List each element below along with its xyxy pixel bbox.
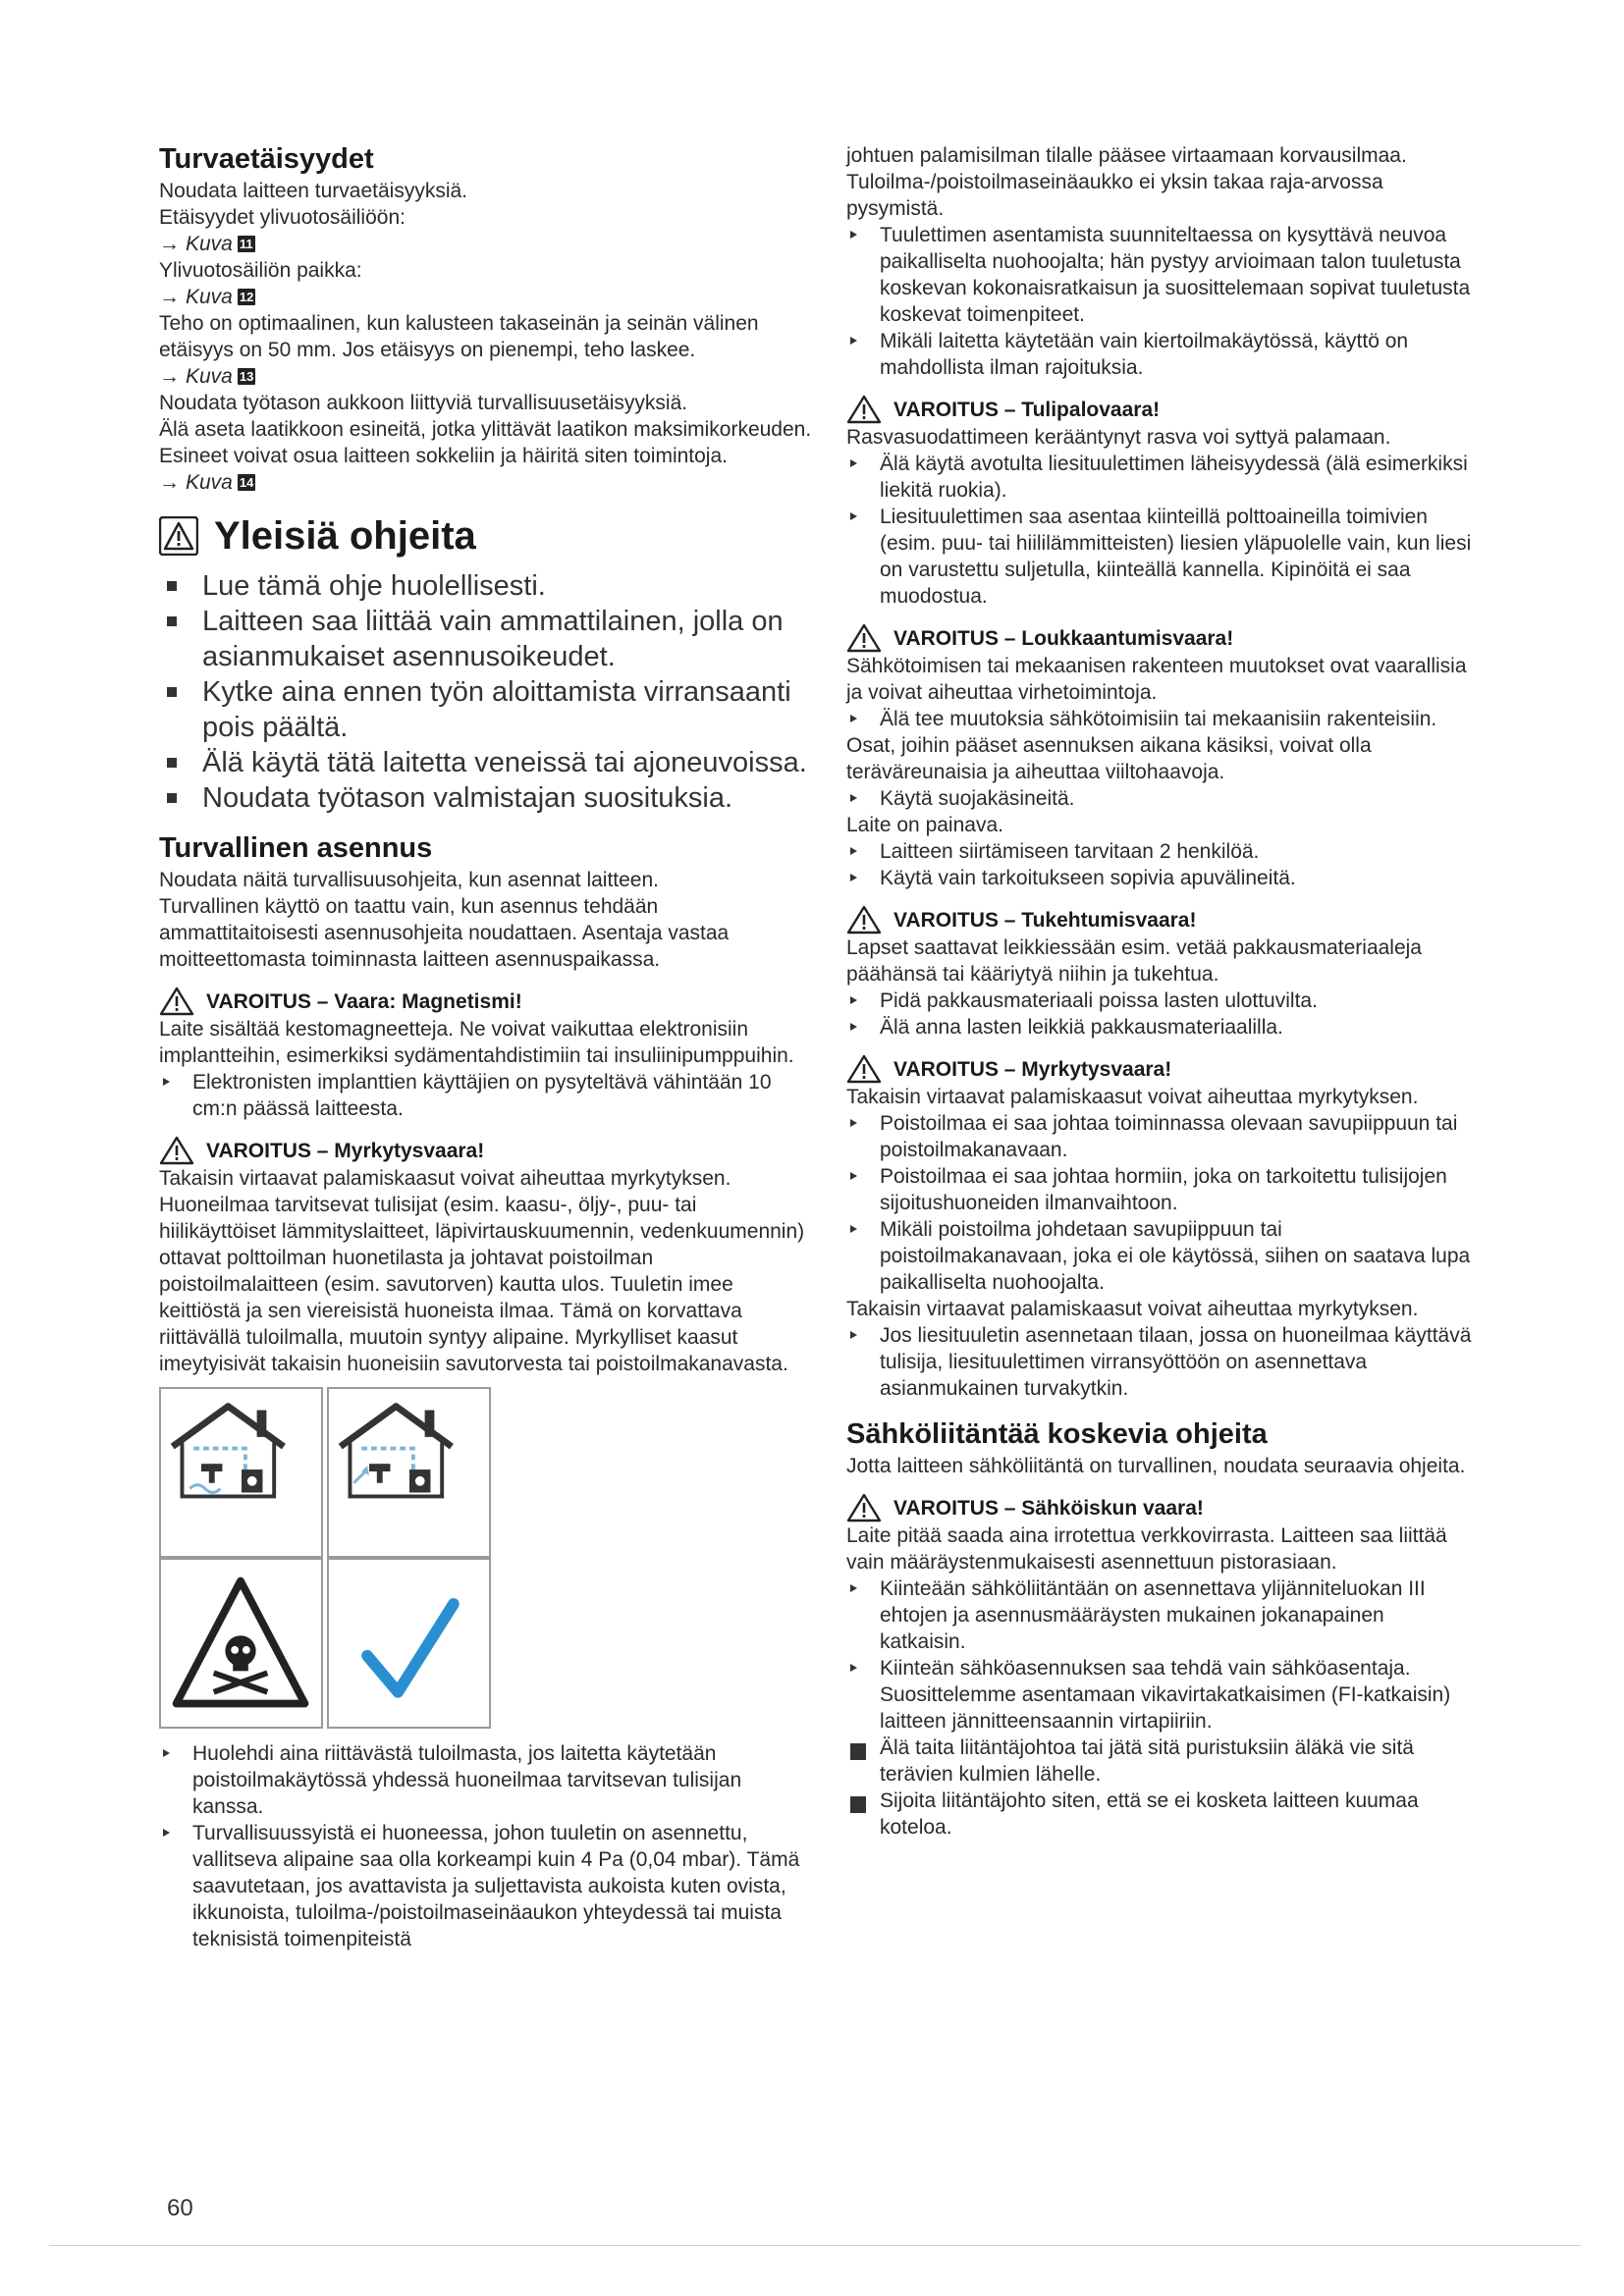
warning-suffocation (846, 905, 1475, 934)
bullet-list (846, 785, 1475, 812)
warning-electric-shock (846, 1493, 1475, 1522)
figure-number: 14 (239, 475, 254, 490)
list-item: Kiinteään sähköliitäntään on asennettava ylijänniteluokan III ehtojen ja asennusmääräysten mukainen jokanapainen katkaisin. (846, 1575, 1475, 1655)
warning-triangle-icon (846, 623, 882, 653)
warning-title: VAROITUS – Sähköiskun vaara! (893, 1496, 1204, 1520)
list-item: Älä taita liitäntäjohtoa tai jätä sitä puristuksiin äläkä vie sitä terävien kulmien lähelle. (846, 1735, 1475, 1788)
general-instruction-item: Kytke aina ennen työn aloittamista virransaanti pois päältä. (159, 674, 817, 745)
warning-triangle-icon (846, 1493, 882, 1522)
paragraph: Jotta laitteen sähköliitäntä on turvallinen, noudata seuraavia ohjeita. (846, 1455, 1466, 1477)
page-number: 60 (167, 2195, 193, 2221)
poison-warning-illustration (159, 1558, 323, 1729)
section-title-safe-installation: Turvallinen asennus (159, 832, 433, 864)
list-item: Elektronisten implanttien käyttäjien on pysyteltävä vähintään 10 cm:n päässä laitteesta. (159, 1069, 817, 1122)
warning-triangle-icon (159, 987, 194, 1016)
paragraph: Takaisin virtaavat palamiskaasut voivat aiheuttaa myrkytyksen. Huoneilmaa tarvitsevat tulisijat (esim. kaasu-, öljy-, puu- tai hiilikäyttöiset lämmityslaitteet, läpivirtauskuumennin, vedenkuumennin) ottavat polttoilman huonetilasta ja johtavat poistoilman poistoilmalaitteen (esim. savutorven) kautta ulos. Tuuletin imee keittiöstä ja sen viereisistä huoneista ilmaa. Tämä on korvattava riittävällä tuloilmalla, muutoin syntyy alipaine. Myrkylliset kaasut imeytyisivät takaisin huoneisiin savutorvesta tai poistoilmakanavasta. (159, 1167, 805, 1375)
figure-label: Kuva (186, 286, 233, 308)
figure-label: Kuva (186, 233, 233, 255)
list-item: Liesituulettimen saa asentaa kiinteillä polttoaineilla toimivien (esim. puu- tai hiililämmitteisten) liesien yläpuolelle vain, kun liesi on varustettu suljetulla, kiinteällä kannella. Kipinöitä ei saa muodostua. (846, 504, 1475, 610)
figure-number: 13 (239, 369, 254, 384)
warning-fire (846, 395, 1475, 424)
figure-reference-12 (159, 284, 817, 310)
paragraph: Laite pitää saada aina irrotettua verkkovirrasta. Laitteen saa liittää vain määräystenmukaisesti asennettuun pistorasiaan. (846, 1524, 1447, 1574)
right-column (846, 142, 1475, 1841)
bullet-list (846, 838, 1475, 891)
warning-triangle-icon (846, 395, 882, 424)
warning-title: VAROITUS – Myrkytysvaara! (893, 1057, 1172, 1081)
warning-title: VAROITUS – Tukehtumisvaara! (893, 908, 1197, 932)
warning-triangle-icon (846, 1054, 882, 1084)
bullet-list (846, 988, 1475, 1041)
warning-title: VAROITUS – Loukkaantumisvaara! (893, 626, 1234, 650)
figure-number: 11 (239, 237, 253, 251)
paragraph: Noudata työtason aukkoon liittyviä turvallisuusetäisyyksiä. (159, 392, 688, 414)
paragraph: Älä aseta laatikkoon esineitä, jotka ylittävät laatikon maksimikorkeuden. Esineet voivat osua laitteen sokkeliin ja häiritä siten toimintoja. (159, 418, 812, 467)
warning-magnetism (159, 987, 817, 1016)
checkmark-illustration (327, 1558, 491, 1729)
figure-number: 12 (239, 290, 254, 304)
square-bullet-list (846, 1735, 1475, 1841)
general-instruction-item: Laitteen saa liittää vain ammattilainen, jolla on asianmukaiset asennusoikeudet. (159, 604, 817, 674)
general-instruction-item: Lue tämä ohje huolellisesti. (159, 568, 817, 604)
paragraph: johtuen palamisilman tilalle pääsee virtaamaan korvausilmaa. Tuloilma-/poistoilmaseinäaukko ei yksin takaa raja-arvossa pysymistä. (846, 144, 1407, 220)
list-item: Poistoilmaa ei saa johtaa toiminnassa olevaan savupiippuun tai poistoilmakanavaan. (846, 1110, 1475, 1163)
paragraph: Noudata näitä turvallisuusohjeita, kun asennat laitteen. (159, 869, 660, 891)
list-item: Älä käytä avotulta liesituulettimen läheisyydessä (älä esimerkiksi liekitä ruokia). (846, 451, 1475, 504)
figure-reference-14 (159, 469, 817, 496)
paragraph: Turvallinen käyttö on taattu vain, kun asennus tehdään ammattitaitoisesti asennusohjeita noudattaen. Asentaja vastaa moitteettomasta toiminnasta laitteen asennuspaikassa. (159, 895, 730, 971)
warning-poisoning-2 (846, 1054, 1475, 1084)
house-exhaust-ok-illustration (327, 1387, 491, 1558)
bullet-list (846, 1575, 1475, 1735)
paragraph: Laite sisältää kestomagneetteja. Ne voivat vaikuttaa elektronisiin implantteihin, esimerkiksi sydämentahdistimiin tai insuliinipumppuihin. (159, 1018, 794, 1067)
bullet-list (846, 451, 1475, 610)
paragraph: Takaisin virtaavat palamiskaasut voivat aiheuttaa myrkytyksen. (846, 1086, 1419, 1108)
warning-triangle-icon (846, 905, 882, 934)
paragraph: Noudata laitteen turvaetäisyyksiä. (159, 180, 468, 202)
bullet-list (846, 1322, 1475, 1402)
list-item: Älä tee muutoksia sähkötoimisiin tai mekaanisiin rakenteisiin. (846, 706, 1475, 732)
section-title-electrical: Sähköliitäntää koskevia ohjeita (846, 1418, 1268, 1450)
list-item: Mikäli poistoilma johdetaan savupiippuun tai poistoilmakanavaan, joka ei ole käytössä, siihen on saatava lupa paikalliselta nuohoojalta. (846, 1216, 1475, 1296)
left-column (159, 142, 817, 1952)
bullet-list (846, 706, 1475, 732)
figure-label: Kuva (186, 471, 233, 494)
list-item: Poistoilmaa ei saa johtaa hormiin, joka on tarkoitettu tulisijojen sijoitushuoneiden ilmanvaihtoon. (846, 1163, 1475, 1216)
general-instruction-item: Älä käytä tätä laitetta veneissä tai ajoneuvoissa. (159, 745, 817, 780)
warning-poisoning (159, 1136, 817, 1165)
list-item: Tuulettimen asentamista suunniteltaessa on kysyttävä neuvoa paikalliselta nuohoojalta; hän pystyy arvioimaan talon tuuletusta koskevan kokonaisratkaisun ja suosittelemaan sopivat tuuletusta koskevat toimenpiteet. (846, 222, 1475, 328)
main-heading (159, 513, 817, 559)
paragraph: Sähkötoimisen tai mekaanisen rakenteen muutokset ovat vaarallisia ja voivat aiheuttaa virhetoimintoja. (846, 655, 1467, 704)
ventilation-illustrations-row-2 (159, 1558, 817, 1729)
list-item: Huolehdi aina riittävästä tuloilmasta, jos laitetta käytetään poistoilmakäytössä yhdessä huoneilmaa tarvitsevan tulisijan kanssa. (159, 1740, 817, 1820)
list-item: Kiinteän sähköasennuksen saa tehdä vain sähköasentaja. Suosittelemme asentamaan vikavirtakatkaisimen (FI-katkaisin) laitteen jännitteensaannin virtapiiriin. (846, 1655, 1475, 1735)
arrow-right-icon: → (159, 233, 180, 255)
paragraph: Takaisin virtaavat palamiskaasut voivat aiheuttaa myrkytyksen. (846, 1298, 1419, 1320)
list-item: Käytä suojakäsineitä. (846, 785, 1475, 812)
list-item: Laitteen siirtämiseen tarvitaan 2 henkilöä. (846, 838, 1475, 865)
list-item: Pidä pakkausmateriaali poissa lasten ulottuvilta. (846, 988, 1475, 1014)
arrow-right-icon: → (159, 365, 180, 388)
arrow-right-icon: → (159, 286, 180, 308)
list-item: Käytä vain tarkoitukseen sopivia apuvälineitä. (846, 865, 1475, 891)
paragraph: Rasvasuodattimeen kerääntynyt rasva voi syttyä palamaan. (846, 426, 1391, 449)
warning-title: VAROITUS – Myrkytysvaara! (206, 1139, 485, 1162)
bullet-list (846, 1110, 1475, 1296)
paragraph: Etäisyydet ylivuotosäiliöön: (159, 206, 406, 229)
warning-triangle-icon (159, 1136, 194, 1165)
list-item: Jos liesituuletin asennetaan tilaan, jossa on huoneilmaa käyttävä tulisija, liesituulettimen virransyöttöön on asennettava asianmukainen turvakytkin. (846, 1322, 1475, 1402)
warning-title: VAROITUS – Vaara: Magnetismi! (206, 989, 522, 1013)
paragraph: Teho on optimaalinen, kun kalusteen takaseinän ja seinän välinen etäisyys on 50 mm. Jos etäisyys on pienempi, teho laskee. (159, 312, 759, 361)
paragraph: Osat, joihin pääset asennuksen aikana käsiksi, voivat olla teräväreunaisia ja aiheuttaa viiltohaavoja. (846, 734, 1372, 783)
list-item: Sijoita liitäntäjohto siten, että se ei kosketa laitteen kuumaa koteloa. (846, 1788, 1475, 1841)
bullet-list (159, 1740, 817, 1952)
paragraph: Ylivuotosäiliön paikka: (159, 259, 362, 282)
figure-reference-11 (159, 231, 817, 257)
house-exhaust-illustration (159, 1387, 323, 1558)
list-item: Turvallisuussyistä ei huoneessa, johon tuuletin on asennettu, vallitseva alipaine saa olla korkeampi kuin 4 Pa (0,04 mbar). Tämä saavutetaan, jos avattavista ja suljettavista aukoista kuten ovista, ikkunoista, tuloilma-/poistoilmaseinäaukon yhteydessä tai muista teknisistä toimenpiteistä (159, 1820, 817, 1952)
paragraph: Lapset saattavat leikkiessään esim. vetää pakkausmateriaaleja päähänsä tai kääriytyä niihin ja tukehtua. (846, 936, 1422, 986)
section-title-safety-distances: Turvaetäisyydet (159, 143, 374, 175)
warning-injury (846, 623, 1475, 653)
footer-rule (49, 2245, 1581, 2246)
list-item: Älä anna lasten leikkiä pakkausmateriaalilla. (846, 1014, 1475, 1041)
figure-reference-13 (159, 363, 817, 390)
ventilation-illustrations (159, 1387, 817, 1558)
bullet-list (159, 1069, 817, 1122)
figure-label: Kuva (186, 365, 233, 388)
bullet-list (846, 222, 1475, 381)
paragraph: Laite on painava. (846, 814, 1003, 836)
arrow-right-icon: → (159, 471, 180, 494)
general-instructions-list (159, 568, 817, 816)
main-heading-text: Yleisiä ohjeita (214, 514, 476, 558)
list-item: Mikäli laitetta käytetään vain kiertoilmakäytössä, käyttö on mahdollista ilman rajoituksia. (846, 328, 1475, 381)
warning-title: VAROITUS – Tulipalovaara! (893, 398, 1161, 421)
warning-box-icon (159, 516, 198, 556)
general-instruction-item: Noudata työtason valmistajan suosituksia. (159, 780, 817, 816)
